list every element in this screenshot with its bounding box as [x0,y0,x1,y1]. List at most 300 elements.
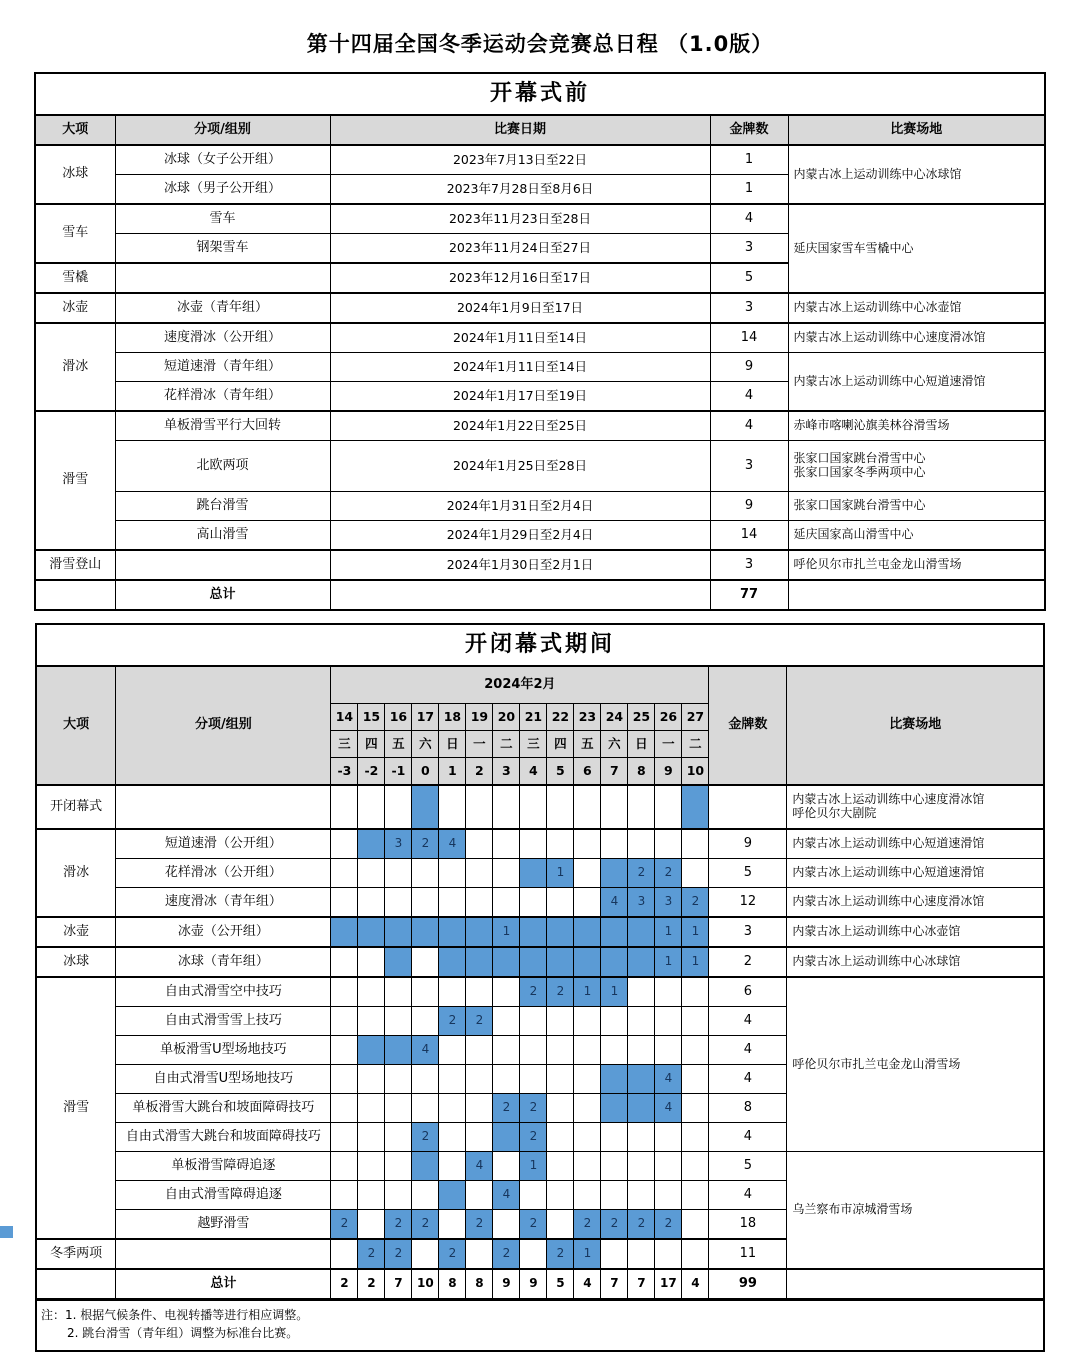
schedule-day-cell [358,785,385,829]
gold-count-cell: 3 [710,293,788,323]
sport-cell: 滑冰 [35,323,115,411]
venue-line: 赤峰市喀喇沁旗美林谷滑雪场 [793,418,950,433]
sport-cell: 冰球 [35,145,115,204]
schedule-day-cell [493,1210,520,1240]
schedule-day-cell [358,1123,385,1152]
venue-line: 张家口国家跳台滑雪中心 [793,498,926,513]
schedule-day-cell: 2 [466,1007,493,1036]
schedule-day-cell [385,947,412,977]
venue-line: 内蒙古冰上运动训练中心冰壶馆 [793,300,962,315]
schedule-day-cell [493,859,520,888]
schedule-day-cell [358,1210,385,1240]
schedule-day-cell [682,1007,709,1036]
schedule-day-cell [547,917,574,947]
schedule-day-cell [439,1036,466,1065]
schedule-day-cell [412,1152,439,1181]
daily-total-cell: 2 [331,1269,358,1299]
sport-cell [35,580,115,610]
table-row [36,977,1044,1007]
venue-line: 内蒙古冰上运动训练中心短道速滑馆 [792,836,985,851]
schedule-day-cell [466,1181,493,1210]
discipline-cell: 高山滑雪 [115,521,330,551]
discipline-cell [115,550,330,580]
schedule-day-cell [655,1123,682,1152]
schedule-day-cell [655,1152,682,1181]
col-header-golds: 金牌数 [710,115,788,145]
col-header-sport: 大项 [35,115,115,145]
schedule-day-cell: 1 [547,859,574,888]
discipline-cell: 冰球（男子公开组） [115,175,330,205]
sport-cell: 雪橇 [35,263,115,293]
schedule-day-cell [682,977,709,1007]
date-number-header: 27 [682,704,709,731]
schedule-day-cell: 2 [601,1210,628,1240]
schedule-day-cell [358,947,385,977]
schedule-day-cell [412,888,439,918]
schedule-day-cell [682,785,709,829]
schedule-day-cell [601,947,628,977]
venue-line: 呼伦贝尔市扎兰屯金龙山滑雪场 [792,1056,961,1071]
weekday-header: 一 [466,731,493,758]
schedule-day-cell [493,1123,520,1152]
schedule-day-cell [439,785,466,829]
schedule-day-cell [358,1065,385,1094]
schedule-day-cell: 2 [412,1123,439,1152]
schedule-day-cell [574,1123,601,1152]
schedule-day-cell [601,1239,628,1269]
date-cell: 2024年1月17日至19日 [330,382,710,412]
table-row [35,353,1045,382]
table-row [35,550,1045,580]
sport-cell: 滑雪登山 [35,550,115,580]
schedule-day-cell [412,1181,439,1210]
schedule-day-cell: 2 [628,859,655,888]
gold-count-cell: 4 [709,1123,787,1152]
schedule-day-cell [331,1181,358,1210]
page-title: 第十四届全国冬季运动会竞赛总日程 （1.0版） [306,32,774,56]
corner-highlight-mark [0,1226,13,1238]
table-row [35,492,1045,521]
schedule-day-cell [385,1007,412,1036]
schedule-day-cell [331,1065,358,1094]
schedule-day-cell [601,1036,628,1065]
schedule-day-cell [574,829,601,859]
discipline-cell [115,263,330,293]
schedule-day-cell: 4 [466,1152,493,1181]
table-row [36,1152,1044,1181]
schedule-day-cell: 1 [655,947,682,977]
table-row [35,204,1045,234]
daily-total-cell: 8 [439,1269,466,1299]
day-offset-header: 7 [601,758,628,786]
venue-line: 内蒙古冰上运动训练中心短道速滑馆 [793,373,986,388]
venue-cell [787,888,1044,918]
venue-line: 内蒙古冰上运动训练中心速度滑冰馆 [792,894,985,909]
schedule-day-cell [493,977,520,1007]
venue-cell [787,785,1044,829]
schedule-day-cell [493,947,520,977]
date-cell: 2023年7月28日至8月6日 [330,175,710,205]
gold-count-cell: 12 [709,888,787,918]
schedule-day-cell: 2 [547,1239,574,1269]
venue-line: 延庆国家雪车雪橇中心 [793,240,914,255]
schedule-day-cell [385,888,412,918]
day-offset-header: 4 [520,758,547,786]
col-header-discipline: 分项/组别 [116,666,331,785]
schedule-day-cell [439,1094,466,1123]
schedule-day-cell: 1 [493,917,520,947]
schedule-day-cell: 4 [655,1065,682,1094]
gold-count-cell: 4 [709,1065,787,1094]
schedule-day-cell [412,917,439,947]
daily-total-cell: 2 [358,1269,385,1299]
total-label-cell: 总计 [115,580,330,610]
schedule-day-cell [682,1123,709,1152]
day-offset-header: 3 [493,758,520,786]
schedule-day-cell: 1 [682,917,709,947]
schedule-day-cell [601,829,628,859]
sport-cell: 冬季两项 [36,1239,116,1269]
schedule-day-cell [385,785,412,829]
schedule-day-cell [682,829,709,859]
discipline-cell: 钢架雪车 [115,234,330,264]
schedule-day-cell [439,888,466,918]
schedule-day-cell: 1 [601,977,628,1007]
schedule-day-cell [655,785,682,829]
schedule-day-cell [601,1152,628,1181]
schedule-day-cell [466,859,493,888]
discipline-cell: 速度滑冰（公开组） [115,323,330,353]
discipline-cell: 短道速滑（青年组） [115,353,330,382]
schedule-day-cell [628,829,655,859]
discipline-cell: 短道速滑（公开组） [116,829,331,859]
schedule-day-cell: 2 [574,1210,601,1240]
gold-count-cell [709,785,787,829]
schedule-day-cell [466,1094,493,1123]
gold-count-cell: 3 [710,234,788,264]
weekday-header: 五 [385,731,412,758]
discipline-cell: 北欧两项 [115,441,330,492]
schedule-day-cell [574,917,601,947]
venue-cell [788,204,1045,293]
venue-line: 内蒙古冰上运动训练中心冰球馆 [793,166,962,181]
day-offset-header: 0 [412,758,439,786]
schedule-day-cell [439,1210,466,1240]
schedule-day-cell: 1 [574,1239,601,1269]
day-offset-header: 1 [439,758,466,786]
date-cell: 2024年1月9日至17日 [330,293,710,323]
schedule-day-cell [493,888,520,918]
schedule-day-cell [628,1181,655,1210]
date-cell: 2023年11月24日至27日 [330,234,710,264]
day-offset-header: 9 [655,758,682,786]
schedule-day-cell: 2 [385,1239,412,1269]
schedule-day-cell: 2 [520,1210,547,1240]
schedule-day-cell [358,1007,385,1036]
gold-count-cell: 11 [709,1239,787,1269]
venue-cell [787,859,1044,888]
discipline-cell: 单板滑雪大跳台和坡面障碍技巧 [116,1094,331,1123]
day-offset-header: 10 [682,758,709,786]
gold-count-cell: 9 [709,829,787,859]
gold-count-cell: 9 [710,353,788,382]
daily-total-cell: 4 [574,1269,601,1299]
venue-cell [788,550,1045,580]
schedule-day-cell [493,829,520,859]
schedule-day-cell [412,1007,439,1036]
discipline-cell: 花样滑冰（公开组） [116,859,331,888]
schedule-day-cell [655,1239,682,1269]
schedule-day-cell [655,977,682,1007]
venue-line: 内蒙古冰上运动训练中心短道速滑馆 [792,865,985,880]
schedule-day-cell [358,1094,385,1123]
schedule-day-cell [628,1007,655,1036]
schedule-day-cell [358,829,385,859]
schedule-day-cell: 2 [439,1239,466,1269]
gold-count-cell: 4 [709,1007,787,1036]
schedule-day-cell [331,917,358,947]
schedule-day-cell [358,1181,385,1210]
discipline-cell: 单板滑雪平行大回转 [115,411,330,441]
weekday-header: 四 [547,731,574,758]
venue-line: 呼伦贝尔市扎兰屯金龙山滑雪场 [793,557,962,572]
sport-cell [36,1269,116,1299]
footnotes [35,1300,1045,1352]
venue-cell [788,411,1045,441]
schedule-day-cell [412,1094,439,1123]
venue-line: 乌兰察布市凉城滑雪场 [792,1202,913,1217]
venue-line: 呼伦贝尔大剧院 [792,806,877,820]
schedule-day-cell [331,977,358,1007]
table2-section-title-row [36,624,1044,666]
gold-count-cell: 14 [710,323,788,353]
schedule-day-cell [439,1181,466,1210]
schedule-day-cell [412,947,439,977]
schedule-day-cell [547,1152,574,1181]
schedule-day-cell [466,785,493,829]
schedule-day-cell: 2 [466,1210,493,1240]
schedule-day-cell [547,888,574,918]
venue-cell [788,145,1045,204]
schedule-day-cell: 2 [547,977,574,1007]
gold-count-cell: 9 [710,492,788,521]
venue-cell [788,521,1045,551]
discipline-cell: 速度滑冰（青年组） [116,888,331,918]
gold-count-cell: 3 [709,917,787,947]
schedule-day-cell [601,1094,628,1123]
schedule-day-cell [520,1065,547,1094]
schedule-day-cell [385,1152,412,1181]
schedule-day-cell [574,1152,601,1181]
schedule-day-cell [439,859,466,888]
table-row [36,917,1044,947]
schedule-day-cell: 3 [385,829,412,859]
discipline-cell: 自由式滑雪U型场地技巧 [116,1065,331,1094]
date-cell: 2024年1月22日至25日 [330,411,710,441]
schedule-day-cell [547,1210,574,1240]
date-cell: 2023年7月13日至22日 [330,145,710,175]
schedule-day-cell [628,1239,655,1269]
venue-cell [787,977,1044,1152]
footnote-1: 注：1. 根据气候条件、电视转播等进行相应调整。 [41,1308,309,1322]
schedule-day-cell: 4 [493,1181,520,1210]
schedule-day-cell [493,1036,520,1065]
schedule-day-cell [331,859,358,888]
gold-count-cell: 14 [710,521,788,551]
schedule-day-cell [574,1094,601,1123]
venue-cell [787,1269,1044,1299]
date-cell: 2024年1月25日至28日 [330,441,710,492]
venue-cell [788,441,1045,492]
schedule-day-cell: 2 [358,1239,385,1269]
schedule-day-cell [601,1065,628,1094]
table2-section-title: 开闭幕式期间 [36,624,1044,666]
schedule-day-cell [493,785,520,829]
gold-count-cell: 4 [710,411,788,441]
schedule-day-cell [385,917,412,947]
schedule-day-cell [331,947,358,977]
schedule-day-cell [466,1123,493,1152]
schedule-day-cell: 2 [412,829,439,859]
schedule-day-cell [682,1065,709,1094]
schedule-day-cell [655,829,682,859]
table2-header-row [36,666,1044,704]
table-row [36,947,1044,977]
date-cell: 2024年1月29日至2月4日 [330,521,710,551]
weekday-header: 六 [601,731,628,758]
schedule-day-cell [574,859,601,888]
schedule-day-cell [601,917,628,947]
schedule-day-cell [655,1007,682,1036]
discipline-cell: 自由式滑雪空中技巧 [116,977,331,1007]
date-number-header: 16 [385,704,412,731]
weekday-header: 日 [439,731,466,758]
col-header-discipline: 分项/组别 [115,115,330,145]
table-row [36,859,1044,888]
day-offset-header: 5 [547,758,574,786]
schedule-day-cell [520,1239,547,1269]
sport-cell: 冰球 [36,947,116,977]
schedule-day-cell [574,947,601,977]
schedule-day-cell [547,1065,574,1094]
schedule-day-cell [628,1036,655,1065]
schedule-day-cell [520,785,547,829]
date-number-header: 20 [493,704,520,731]
table-row [35,411,1045,441]
table-row [36,888,1044,918]
schedule-day-cell [574,1065,601,1094]
table-row [36,785,1044,829]
col-header-date: 比赛日期 [330,115,710,145]
daily-total-cell: 17 [655,1269,682,1299]
schedule-day-cell [682,1036,709,1065]
schedule-day-cell [601,1007,628,1036]
schedule-day-cell: 1 [520,1152,547,1181]
gold-count-cell: 3 [710,441,788,492]
schedule-day-cell: 4 [655,1094,682,1123]
venue-line: 内蒙古冰上运动训练中心冰壶馆 [792,924,961,939]
schedule-day-cell [439,947,466,977]
gold-count-cell: 4 [710,382,788,412]
schedule-day-cell [385,1065,412,1094]
schedule-day-cell [682,1152,709,1181]
col-header-golds: 金牌数 [709,666,787,785]
total-row [35,580,1045,610]
date-number-header: 15 [358,704,385,731]
venue-cell [788,580,1045,610]
table-row [35,293,1045,323]
venue-cell [788,323,1045,353]
schedule-day-cell [574,1181,601,1210]
schedule-day-cell [412,1239,439,1269]
sport-cell: 滑雪 [36,977,116,1239]
schedule-day-cell [682,1210,709,1240]
schedule-day-cell [547,947,574,977]
schedule-day-cell [358,859,385,888]
schedule-day-cell [466,1239,493,1269]
weekday-header: 三 [520,731,547,758]
venue-cell [788,293,1045,323]
day-offset-header: -2 [358,758,385,786]
weekday-header: 五 [574,731,601,758]
schedule-day-cell [439,1152,466,1181]
schedule-day-cell [331,785,358,829]
venue-line: 内蒙古冰上运动训练中心速度滑冰馆 [793,330,986,345]
day-offset-header: 6 [574,758,601,786]
date-cell: 2023年11月23日至28日 [330,204,710,234]
schedule-day-cell [466,888,493,918]
schedule-day-cell [466,947,493,977]
daily-total-cell: 9 [520,1269,547,1299]
weekday-header: 三 [331,731,358,758]
gold-count-cell: 6 [709,977,787,1007]
footnote-2: 2. 跳台滑雪（青年组）调整为标准台比赛。 [67,1326,299,1340]
weekday-header: 六 [412,731,439,758]
schedule-day-cell [520,917,547,947]
discipline-cell: 单板滑雪障碍追逐 [116,1152,331,1181]
schedule-day-cell [385,1123,412,1152]
date-number-header: 17 [412,704,439,731]
schedule-day-cell: 2 [493,1239,520,1269]
schedule-day-cell [439,917,466,947]
discipline-cell: 冰球（青年组） [116,947,331,977]
schedule-day-cell: 2 [331,1210,358,1240]
schedule-day-cell [574,1007,601,1036]
daily-total-cell: 7 [601,1269,628,1299]
date-number-header: 24 [601,704,628,731]
schedule-day-cell [466,1036,493,1065]
date-number-header: 21 [520,704,547,731]
gold-count-cell: 3 [710,550,788,580]
schedule-day-cell: 2 [385,1210,412,1240]
sport-cell: 雪车 [35,204,115,263]
schedule-day-cell [547,1007,574,1036]
schedule-day-cell [466,1065,493,1094]
gold-count-cell: 4 [710,204,788,234]
schedule-day-cell [682,859,709,888]
discipline-cell: 自由式滑雪大跳台和坡面障碍技巧 [116,1123,331,1152]
schedule-day-cell [358,1036,385,1065]
venue-cell [787,1152,1044,1270]
table-row [35,145,1045,175]
schedule-day-cell [331,1094,358,1123]
schedule-day-cell: 2 [493,1094,520,1123]
discipline-cell: 自由式滑雪雪上技巧 [116,1007,331,1036]
schedule-day-cell [385,859,412,888]
schedule-day-cell [574,888,601,918]
date-cell: 2024年1月30日至2月1日 [330,550,710,580]
schedule-day-cell [331,1152,358,1181]
